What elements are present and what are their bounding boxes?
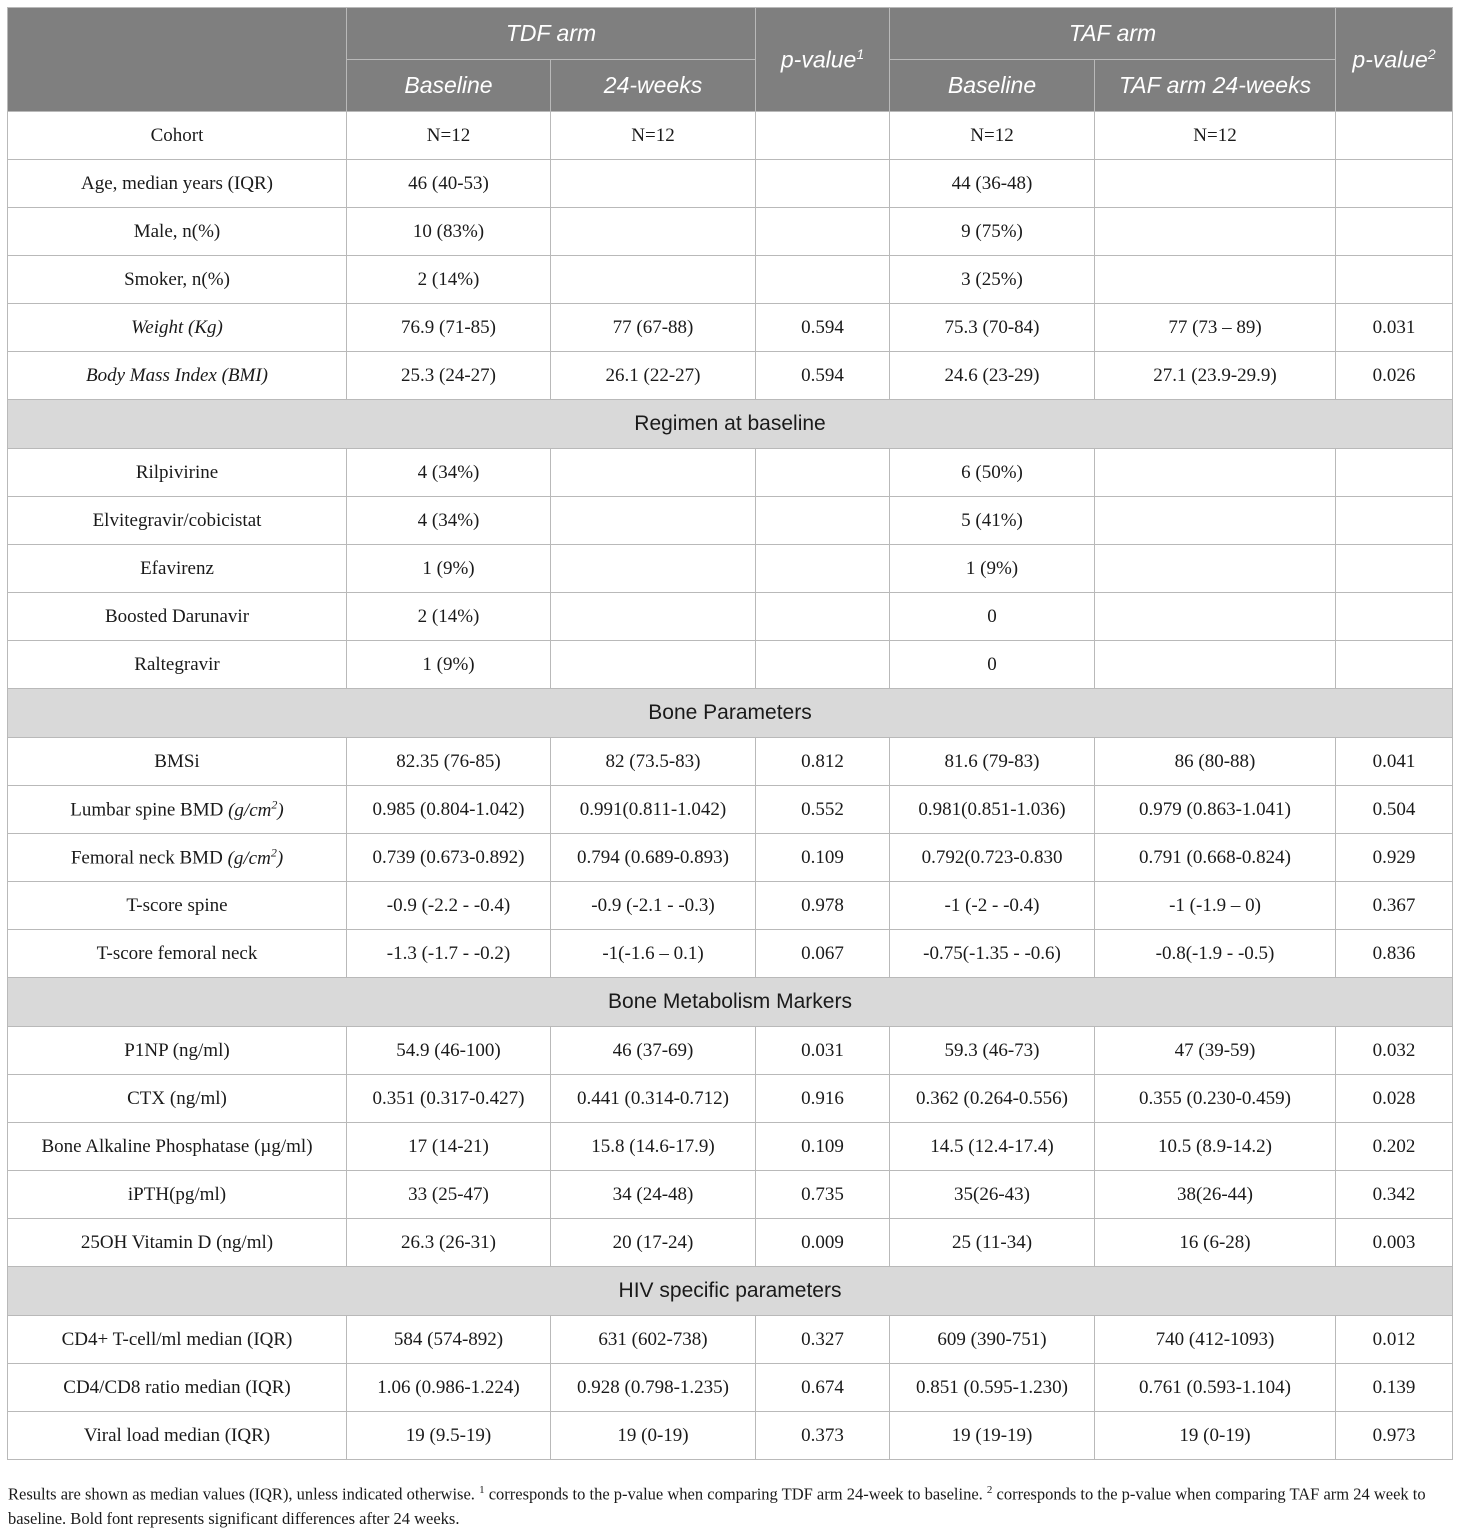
table-row [8,1316,1453,1364]
table-row [8,1364,1453,1412]
row-label-text: BMSi [154,750,200,772]
taf-baseline-cell: 0.851 (0.595-1.230) [890,1364,1095,1412]
table-row [8,738,1453,786]
taf-24-weeks-cell: 10.5 (8.9-14.2) [1095,1123,1336,1171]
taf-24-weeks-cell [1095,641,1336,689]
row-label-text: Cohort [150,124,204,146]
row-label-text: Viral load median (IQR) [83,1424,271,1446]
p-value-2-cell [1336,160,1453,208]
row-label [8,1364,347,1412]
tdf-baseline-cell: N=12 [347,112,551,160]
row-label [8,256,347,304]
taf-24-weeks-cell: 86 (80-88) [1095,738,1336,786]
tdf-24-weeks-cell [551,208,756,256]
table-footnote [8,1478,1454,1531]
header-taf-24-weeks: TAF arm 24-weeks [1095,60,1336,112]
tdf-24-weeks-cell: 77 (67-88) [551,304,756,352]
p-value-1-cell: 0.594 [756,352,890,400]
tdf-baseline-cell: 10 (83%) [347,208,551,256]
row-label [8,545,347,593]
table-row [8,641,1453,689]
row-label-text: Elvitegravir/cobicistat [92,509,262,531]
section-title: HIV specific parameters [8,1267,1453,1316]
tdf-baseline-cell: 54.9 (46-100) [347,1027,551,1075]
p-value-1-cell: 0.735 [756,1171,890,1219]
taf-24-weeks-cell [1095,208,1336,256]
p-value-1-cell: 0.674 [756,1364,890,1412]
taf-24-weeks-cell [1095,593,1336,641]
taf-baseline-cell: 24.6 (23-29) [890,352,1095,400]
row-label [8,1412,347,1460]
table-row [8,112,1453,160]
taf-24-weeks-cell: 740 (412-1093) [1095,1316,1336,1364]
p-value-2-cell: 0.026 [1336,352,1453,400]
p-value-1-sup: 1 [856,45,865,62]
unit-sup: 2 [270,845,277,860]
tdf-baseline-cell: 76.9 (71-85) [347,304,551,352]
taf-24-weeks-cell: 19 (0-19) [1095,1412,1336,1460]
unit-sup: 2 [271,797,278,812]
tdf-baseline-cell: -0.9 (-2.2 - -0.4) [347,882,551,930]
taf-baseline-cell: 59.3 (46-73) [890,1027,1095,1075]
row-label [8,160,347,208]
row-label [8,497,347,545]
tdf-24-weeks-cell: 631 (602-738) [551,1316,756,1364]
taf-24-weeks-cell: 38(26-44) [1095,1171,1336,1219]
tdf-24-weeks-cell: 15.8 (14.6-17.9) [551,1123,756,1171]
taf-baseline-cell: 75.3 (70-84) [890,304,1095,352]
taf-baseline-cell: 25 (11-34) [890,1219,1095,1267]
header-tdf-baseline: Baseline [347,60,551,112]
row-label-text: Raltegravir [134,653,220,675]
tdf-24-weeks-cell: 46 (37-69) [551,1027,756,1075]
p-value-2-cell: 0.028 [1336,1075,1453,1123]
tdf-24-weeks-cell: 26.1 (22-27) [551,352,756,400]
taf-baseline-cell: 14.5 (12.4-17.4) [890,1123,1095,1171]
p-value-2-cell: 0.012 [1336,1316,1453,1364]
footnote-part-3: corresponds to the p-value when comparing TAF arm 24 week to baseline. Bold font represents significant differences after 24 weeks. [8,1484,1426,1528]
row-label [8,834,347,882]
p-value-2-label: p-value [1352,46,1428,73]
tdf-baseline-cell: 4 (34%) [347,497,551,545]
taf-24-weeks-cell: N=12 [1095,112,1336,160]
section-header-row [8,400,1453,449]
taf-baseline-cell: -0.75(-1.35 - -0.6) [890,930,1095,978]
row-label-text: Lumbar spine BMD [70,799,229,821]
taf-24-weeks-cell [1095,497,1336,545]
taf-24-weeks-cell [1095,256,1336,304]
taf-24-weeks-cell: 47 (39-59) [1095,1027,1336,1075]
p-value-1-cell [756,112,890,160]
row-label [8,738,347,786]
taf-baseline-cell: 9 (75%) [890,208,1095,256]
tdf-baseline-cell: 82.35 (76-85) [347,738,551,786]
tdf-baseline-cell: 4 (34%) [347,449,551,497]
tdf-baseline-cell: 25.3 (24-27) [347,352,551,400]
row-label-text: Smoker, n(%) [124,268,230,290]
section-title: Bone Parameters [8,689,1453,738]
row-label [8,1171,347,1219]
row-label-text: Boosted Darunavir [104,605,250,627]
row-label-text: Weight (Kg) [131,316,223,338]
row-label [8,786,347,834]
row-label-text: T-score spine [126,894,228,916]
tdf-baseline-cell: 33 (25-47) [347,1171,551,1219]
table-row [8,1219,1453,1267]
p-value-2-cell: 0.041 [1336,738,1453,786]
tdf-24-weeks-cell: 20 (17-24) [551,1219,756,1267]
tdf-baseline-cell: 19 (9.5-19) [347,1412,551,1460]
p-value-1-cell [756,641,890,689]
taf-24-weeks-cell: 0.979 (0.863-1.041) [1095,786,1336,834]
p-value-2-cell: 0.367 [1336,882,1453,930]
header-taf-baseline: Baseline [890,60,1095,112]
taf-baseline-cell: 0 [890,593,1095,641]
tdf-24-weeks-cell [551,497,756,545]
p-value-1-cell: 0.009 [756,1219,890,1267]
p-value-1-cell: 0.978 [756,882,890,930]
p-value-1-cell [756,160,890,208]
row-label [8,1316,347,1364]
table-row [8,593,1453,641]
row-label [8,882,347,930]
p-value-2-cell: 0.929 [1336,834,1453,882]
p-value-1-cell: 0.109 [756,834,890,882]
taf-24-weeks-cell: 16 (6-28) [1095,1219,1336,1267]
footnote-sup-2: 2 [986,1484,993,1496]
taf-24-weeks-cell [1095,449,1336,497]
p-value-1-cell [756,593,890,641]
header-tdf-arm: TDF arm [347,8,756,60]
taf-24-weeks-cell: -0.8(-1.9 - -0.5) [1095,930,1336,978]
taf-baseline-cell: 0 [890,641,1095,689]
tdf-baseline-cell: 0.351 (0.317-0.427) [347,1075,551,1123]
row-label-unit [228,797,284,821]
unit-text: (g/cm [227,847,271,869]
p-value-1-cell [756,208,890,256]
row-label [8,641,347,689]
taf-baseline-cell: 5 (41%) [890,497,1095,545]
section-header-row [8,1267,1453,1316]
taf-baseline-cell: 6 (50%) [890,449,1095,497]
p-value-2-cell: 0.342 [1336,1171,1453,1219]
tdf-baseline-cell: 26.3 (26-31) [347,1219,551,1267]
tdf-24-weeks-cell [551,256,756,304]
footnote-part-2: corresponds to the p-value when comparing TDF arm 24-week to baseline. [484,1484,987,1504]
unit-text: (g/cm [228,799,272,821]
table-row [8,1412,1453,1460]
row-label-text: Femoral neck BMD [70,847,228,869]
p-value-1-cell: 0.327 [756,1316,890,1364]
taf-baseline-cell: 3 (25%) [890,256,1095,304]
taf-24-weeks-cell: 0.791 (0.668-0.824) [1095,834,1336,882]
p-value-2-cell [1336,593,1453,641]
p-value-2-cell: 0.973 [1336,1412,1453,1460]
section-header-row [8,689,1453,738]
tdf-baseline-cell: 2 (14%) [347,256,551,304]
tdf-24-weeks-cell: 19 (0-19) [551,1412,756,1460]
p-value-1-cell [756,545,890,593]
tdf-baseline-cell: 1 (9%) [347,641,551,689]
tdf-24-weeks-cell: 82 (73.5-83) [551,738,756,786]
tdf-baseline-cell: 0.985 (0.804-1.042) [347,786,551,834]
tdf-24-weeks-cell [551,545,756,593]
p-value-2-cell: 0.504 [1336,786,1453,834]
tdf-24-weeks-cell [551,449,756,497]
taf-baseline-cell: N=12 [890,112,1095,160]
row-label-text: Rilpivirine [135,461,219,483]
row-label-text: iPTH(pg/ml) [127,1183,227,1205]
p-value-2-cell [1336,641,1453,689]
footnote-sup-1: 1 [479,1484,485,1496]
row-label-text: CD4+ T-cell/ml median (IQR) [61,1328,293,1350]
taf-24-weeks-cell: 27.1 (23.9-29.9) [1095,352,1336,400]
tdf-24-weeks-cell: 0.991(0.811-1.042) [551,786,756,834]
taf-baseline-cell: 609 (390-751) [890,1316,1095,1364]
taf-24-weeks-cell [1095,160,1336,208]
row-label-text: CD4/CD8 ratio median (IQR) [63,1376,291,1398]
taf-baseline-cell: 1 (9%) [890,545,1095,593]
tdf-24-weeks-cell [551,593,756,641]
table-row [8,545,1453,593]
tdf-baseline-cell: 46 (40-53) [347,160,551,208]
header-empty-cell [8,8,347,112]
row-label [8,304,347,352]
row-label [8,1027,347,1075]
unit-close: ) [276,847,284,869]
row-label [8,930,347,978]
tdf-24-weeks-cell: -1(-1.6 – 0.1) [551,930,756,978]
table-row [8,256,1453,304]
table-row [8,497,1453,545]
p-value-2-cell: 0.202 [1336,1123,1453,1171]
row-label [8,449,347,497]
table-row [8,1123,1453,1171]
table-row [8,834,1453,882]
p-value-1-cell: 0.552 [756,786,890,834]
tdf-baseline-cell: -1.3 (-1.7 - -0.2) [347,930,551,978]
section-title: Bone Metabolism Markers [8,978,1453,1027]
table-row [8,304,1453,352]
p-value-1-cell: 0.373 [756,1412,890,1460]
tdf-baseline-cell: 584 (574-892) [347,1316,551,1364]
p-value-2-cell: 0.003 [1336,1219,1453,1267]
row-label [8,593,347,641]
section-header-row [8,978,1453,1027]
row-label [8,1123,347,1171]
row-label [8,1219,347,1267]
unit-close: ) [277,799,284,821]
row-label-text: Body Mass Index (BMI) [85,364,268,386]
taf-baseline-cell: 0.792(0.723-0.830 [890,834,1095,882]
row-label-unit [227,845,284,869]
p-value-1-cell: 0.109 [756,1123,890,1171]
p-value-1-cell: 0.031 [756,1027,890,1075]
row-label-text: Age, median years (IQR) [80,172,274,194]
tdf-24-weeks-cell [551,160,756,208]
tdf-baseline-cell: 17 (14-21) [347,1123,551,1171]
taf-baseline-cell: 81.6 (79-83) [890,738,1095,786]
taf-baseline-cell: 44 (36-48) [890,160,1095,208]
tdf-24-weeks-cell [551,641,756,689]
taf-baseline-cell: 0.981(0.851-1.036) [890,786,1095,834]
table-row [8,786,1453,834]
table-row [8,882,1453,930]
p-value-2-cell: 0.139 [1336,1364,1453,1412]
p-value-1-cell: 0.594 [756,304,890,352]
p-value-1-cell: 0.916 [756,1075,890,1123]
tdf-baseline-cell: 1 (9%) [347,545,551,593]
footnote-part-1: Results are shown as median values (IQR), unless indicated otherwise. [8,1484,480,1504]
row-label [8,208,347,256]
p-value-1-cell [756,449,890,497]
p-value-2-cell: 0.032 [1336,1027,1453,1075]
row-label-text: Efavirenz [140,557,214,579]
section-title: Regimen at baseline [8,400,1453,449]
tdf-24-weeks-cell: 0.794 (0.689-0.893) [551,834,756,882]
taf-24-weeks-cell: 0.355 (0.230-0.459) [1095,1075,1336,1123]
row-label-text: T-score femoral neck [96,942,258,964]
p-value-2-cell: 0.031 [1336,304,1453,352]
table-row [8,930,1453,978]
taf-24-weeks-cell: -1 (-1.9 – 0) [1095,882,1336,930]
table-row [8,352,1453,400]
p-value-1-cell [756,497,890,545]
row-label-text: Bone Alkaline Phosphatase (µg/ml) [41,1135,313,1157]
p-value-1-label: p-value [780,46,857,73]
table-row [8,449,1453,497]
table-row [8,1027,1453,1075]
table-body [8,112,1453,1460]
table-row [8,208,1453,256]
tdf-baseline-cell: 1.06 (0.986-1.224) [347,1364,551,1412]
tdf-24-weeks-cell: 0.441 (0.314-0.712) [551,1075,756,1123]
tdf-24-weeks-cell: -0.9 (-2.1 - -0.3) [551,882,756,930]
row-label-text: 25OH Vitamin D (ng/ml) [80,1231,274,1253]
row-label [8,112,347,160]
p-value-1-cell [756,256,890,304]
taf-24-weeks-cell: 77 (73 – 89) [1095,304,1336,352]
tdf-baseline-cell: 0.739 (0.673-0.892) [347,834,551,882]
p-value-2-cell [1336,256,1453,304]
taf-24-weeks-cell: 0.761 (0.593-1.104) [1095,1364,1336,1412]
p-value-2-cell [1336,112,1453,160]
header-taf-arm: TAF arm [890,8,1336,60]
table-row [8,160,1453,208]
tdf-24-weeks-cell: 34 (24-48) [551,1171,756,1219]
p-value-1-cell: 0.812 [756,738,890,786]
row-label-text: P1NP (ng/ml) [124,1039,230,1061]
header-p-value-2 [1336,8,1453,112]
tdf-24-weeks-cell: 0.928 (0.798-1.235) [551,1364,756,1412]
row-label-text: CTX (ng/ml) [127,1087,227,1109]
p-value-2-cell: 0.836 [1336,930,1453,978]
tdf-baseline-cell: 2 (14%) [347,593,551,641]
taf-baseline-cell: 0.362 (0.264-0.556) [890,1075,1095,1123]
taf-baseline-cell: 35(26-43) [890,1171,1095,1219]
header-tdf-24-weeks: 24-weeks [551,60,756,112]
p-value-2-cell [1336,449,1453,497]
p-value-2-cell [1336,208,1453,256]
p-value-2-cell [1336,497,1453,545]
results-table [7,7,1453,1460]
table-row [8,1171,1453,1219]
taf-24-weeks-cell [1095,545,1336,593]
p-value-2-sup: 2 [1427,45,1436,62]
taf-baseline-cell: 19 (19-19) [890,1412,1095,1460]
row-label [8,1075,347,1123]
tdf-24-weeks-cell: N=12 [551,112,756,160]
p-value-1-cell: 0.067 [756,930,890,978]
row-label [8,352,347,400]
row-label-text: Male, n(%) [133,220,221,242]
header-p-value-1 [756,8,890,112]
table-row [8,1075,1453,1123]
taf-baseline-cell: -1 (-2 - -0.4) [890,882,1095,930]
p-value-2-cell [1336,545,1453,593]
